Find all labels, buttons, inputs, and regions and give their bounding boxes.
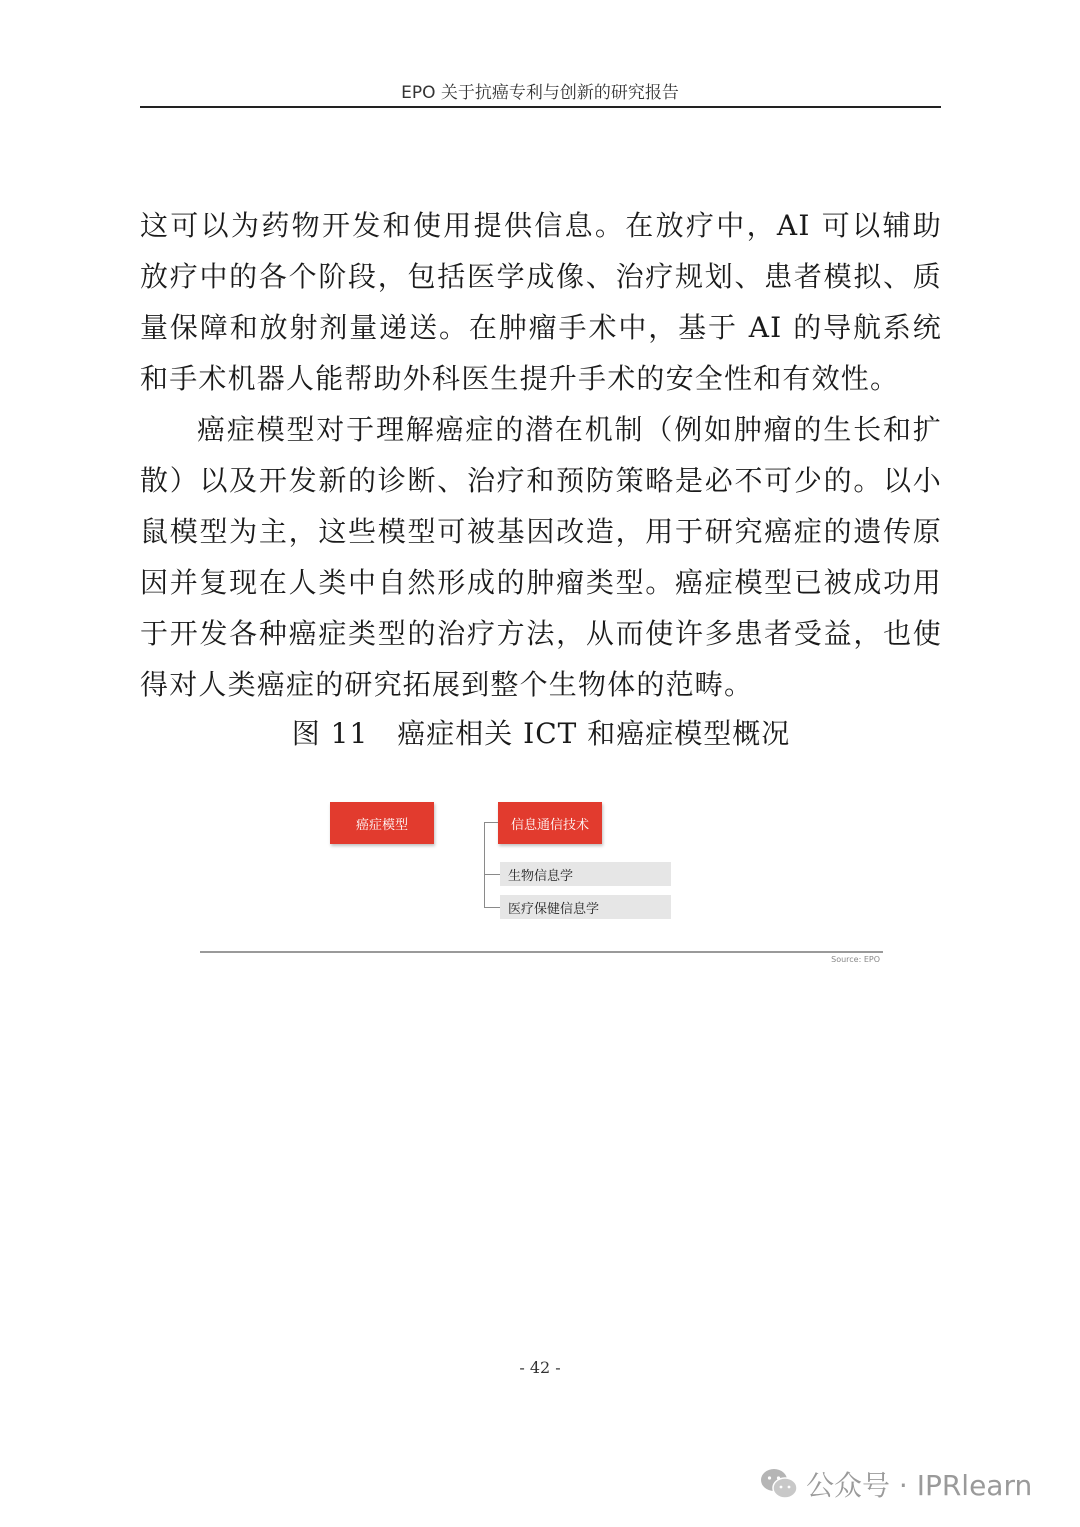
body-text [140,200,942,710]
box-health-informatics: 医疗保健信息学 [500,895,671,919]
page-number: - 42 - [519,1358,561,1377]
box-ict: 信息通信技术 [498,802,602,844]
watermark [760,1462,1060,1506]
connector-line [484,822,485,908]
figure-divider [200,951,883,953]
figure-caption: 图 11 癌症相关 ICT 和癌症模型概况 [291,717,791,750]
watermark-text: 公众号 · IPRlearn [806,1469,1033,1502]
paragraph-1: 这可以为药物开发和使用提供信息。在放疗中，AI 可以辅助放疗中的各个阶段，包括医学成像、治疗规划、患者模拟、质量保障和放射剂量递送。在肿瘤手术中，基于 AI 的导航系统和手术机器人能帮助外科医生提升手术的安全性和有效性。 [140,209,942,395]
header-divider [140,106,941,108]
box-cancer-models: 癌症模型 [330,802,434,844]
connector-line [484,874,500,875]
wechat-icon [760,1467,798,1501]
header-title: EPO 关于抗癌专利与创新的研究报告 [401,83,679,103]
box-bioinformatics: 生物信息学 [500,862,671,886]
figure-source: Source: EPO [831,955,880,964]
connector-line [484,822,498,823]
connector-line [484,907,500,908]
paragraph-2: 癌症模型对于理解癌症的潜在机制（例如肿瘤的生长和扩散）以及开发新的诊断、治疗和预防策略是必不可少的。以小鼠模型为主，这些模型可被基因改造，用于研究癌症的遗传原因并复现在人类中自然形成的肿瘤类型。癌症模型已被成功用于开发各种癌症类型的治疗方法，从而使许多患者受益，也使得对人类癌症的研究拓展到整个生物体的范畴。 [140,413,942,701]
